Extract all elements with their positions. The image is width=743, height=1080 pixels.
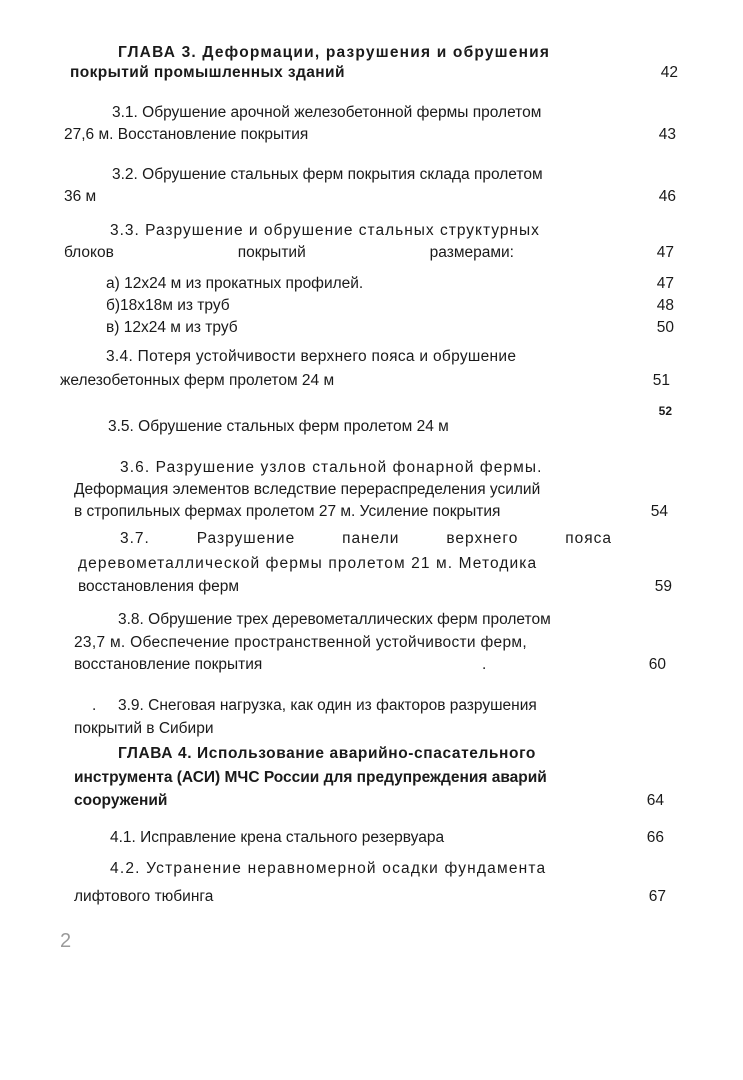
chapter-3-title-line2: покрытий промышленных зданий	[70, 64, 345, 81]
footer-page-number: 2	[60, 930, 72, 952]
section-3-7-line1	[120, 530, 612, 548]
chapter-4-title-line1: ГЛАВА 4. Использование аварийно-спасательного	[118, 745, 537, 762]
section-3-8-page: 60	[648, 656, 666, 673]
chapter-3-page: 42	[660, 64, 678, 81]
section-3-8-line2: 23,7 м. Обеспечение пространственной устойчивости ферм,	[74, 634, 527, 651]
section-3-7-word: пояса	[565, 530, 612, 547]
section-3-3-page: 47	[656, 244, 674, 261]
section-3-3-item-a: а) 12х24 м из прокатных профилей.	[106, 275, 364, 292]
section-3-1-line2: 27,6 м. Восстановление покрытия	[64, 126, 309, 143]
section-3-4-page: 51	[652, 372, 670, 389]
section-3-3-item-c-page: 50	[656, 319, 674, 336]
section-3-7-word: панели	[342, 530, 400, 547]
section-3-8-dot: .	[482, 656, 487, 673]
section-3-4-line2: железобетонных ферм пролетом 24 м	[60, 372, 335, 389]
section-4-2-line1: 4.2. Устранение неравномерной осадки фундамента	[110, 860, 547, 877]
section-3-2-line1: 3.2. Обрушение стальных ферм покрытия склада пролетом	[112, 166, 543, 183]
section-4-2-line2: лифтового тюбинга	[74, 888, 214, 905]
section-3-3-item-b-page: 48	[656, 297, 674, 314]
section-3-7-page: 59	[654, 578, 672, 595]
section-3-3-word: размерами:	[429, 244, 514, 261]
section-3-8-line1: 3.8. Обрушение трех деревометаллических ферм пролетом	[118, 611, 551, 628]
section-3-7-word: Разрушение	[196, 530, 296, 547]
section-3-5-title: 3.5. Обрушение стальных ферм пролетом 24 м	[108, 418, 449, 435]
section-3-7-line3: восстановления ферм	[78, 578, 240, 595]
section-3-3-line2	[64, 244, 514, 262]
section-4-2-page: 67	[648, 888, 666, 905]
section-3-8-line3: восстановление покрытия	[74, 656, 263, 673]
section-3-2-page: 46	[658, 188, 676, 205]
section-3-3-word: покрытий	[237, 244, 306, 261]
section-3-3-item-b: б)18х18м из труб	[106, 297, 230, 314]
chapter-4-title-line2: инструмента (АСИ) МЧС России для предупреждения аварий	[74, 769, 547, 786]
section-3-7-word: 3.7.	[120, 530, 150, 547]
chapter-4-page: 64	[646, 792, 664, 809]
section-3-7-word: верхнего	[446, 530, 519, 547]
section-3-3-word: блоков	[64, 244, 114, 261]
section-3-2-line2: 36 м	[64, 188, 97, 205]
chapter-3-title-line1: ГЛАВА 3. Деформации, разрушения и обрушения	[118, 44, 551, 61]
section-4-1-page: 66	[646, 829, 664, 846]
section-3-6-line1: 3.6. Разрушение узлов стальной фонарной фермы.	[120, 459, 543, 476]
section-3-9-line2: покрытий в Сибири	[74, 720, 214, 737]
section-3-4-line1: 3.4. Потеря устойчивости верхнего пояса и обрушение	[106, 348, 517, 365]
section-3-3-item-a-page: 47	[656, 275, 674, 292]
section-3-6-page: 54	[650, 503, 668, 520]
section-3-9-line1: 3.9. Снеговая нагрузка, как один из факторов разрушения	[118, 697, 537, 714]
section-3-7-line2: деревометаллической фермы пролетом 21 м. Методика	[78, 555, 538, 572]
section-3-9-prefix: .	[92, 697, 97, 714]
section-3-6-line3: в стропильных фермах пролетом 27 м. Усиление покрытия	[74, 503, 501, 520]
section-3-6-line2: Деформация элементов вследствие перераспределения усилий	[74, 481, 541, 498]
chapter-4-title-line3: сооружений	[74, 792, 168, 809]
section-3-5-page: 52	[658, 404, 672, 418]
section-3-3-item-c: в) 12х24 м из труб	[106, 319, 238, 336]
section-4-1-title: 4.1. Исправление крена стального резервуара	[110, 829, 445, 846]
section-3-1-line1: 3.1. Обрушение арочной железобетонной фермы пролетом	[112, 104, 542, 121]
section-3-1-page: 43	[658, 126, 676, 143]
section-3-3-line1: 3.3. Разрушение и обрушение стальных структурных	[110, 222, 540, 239]
